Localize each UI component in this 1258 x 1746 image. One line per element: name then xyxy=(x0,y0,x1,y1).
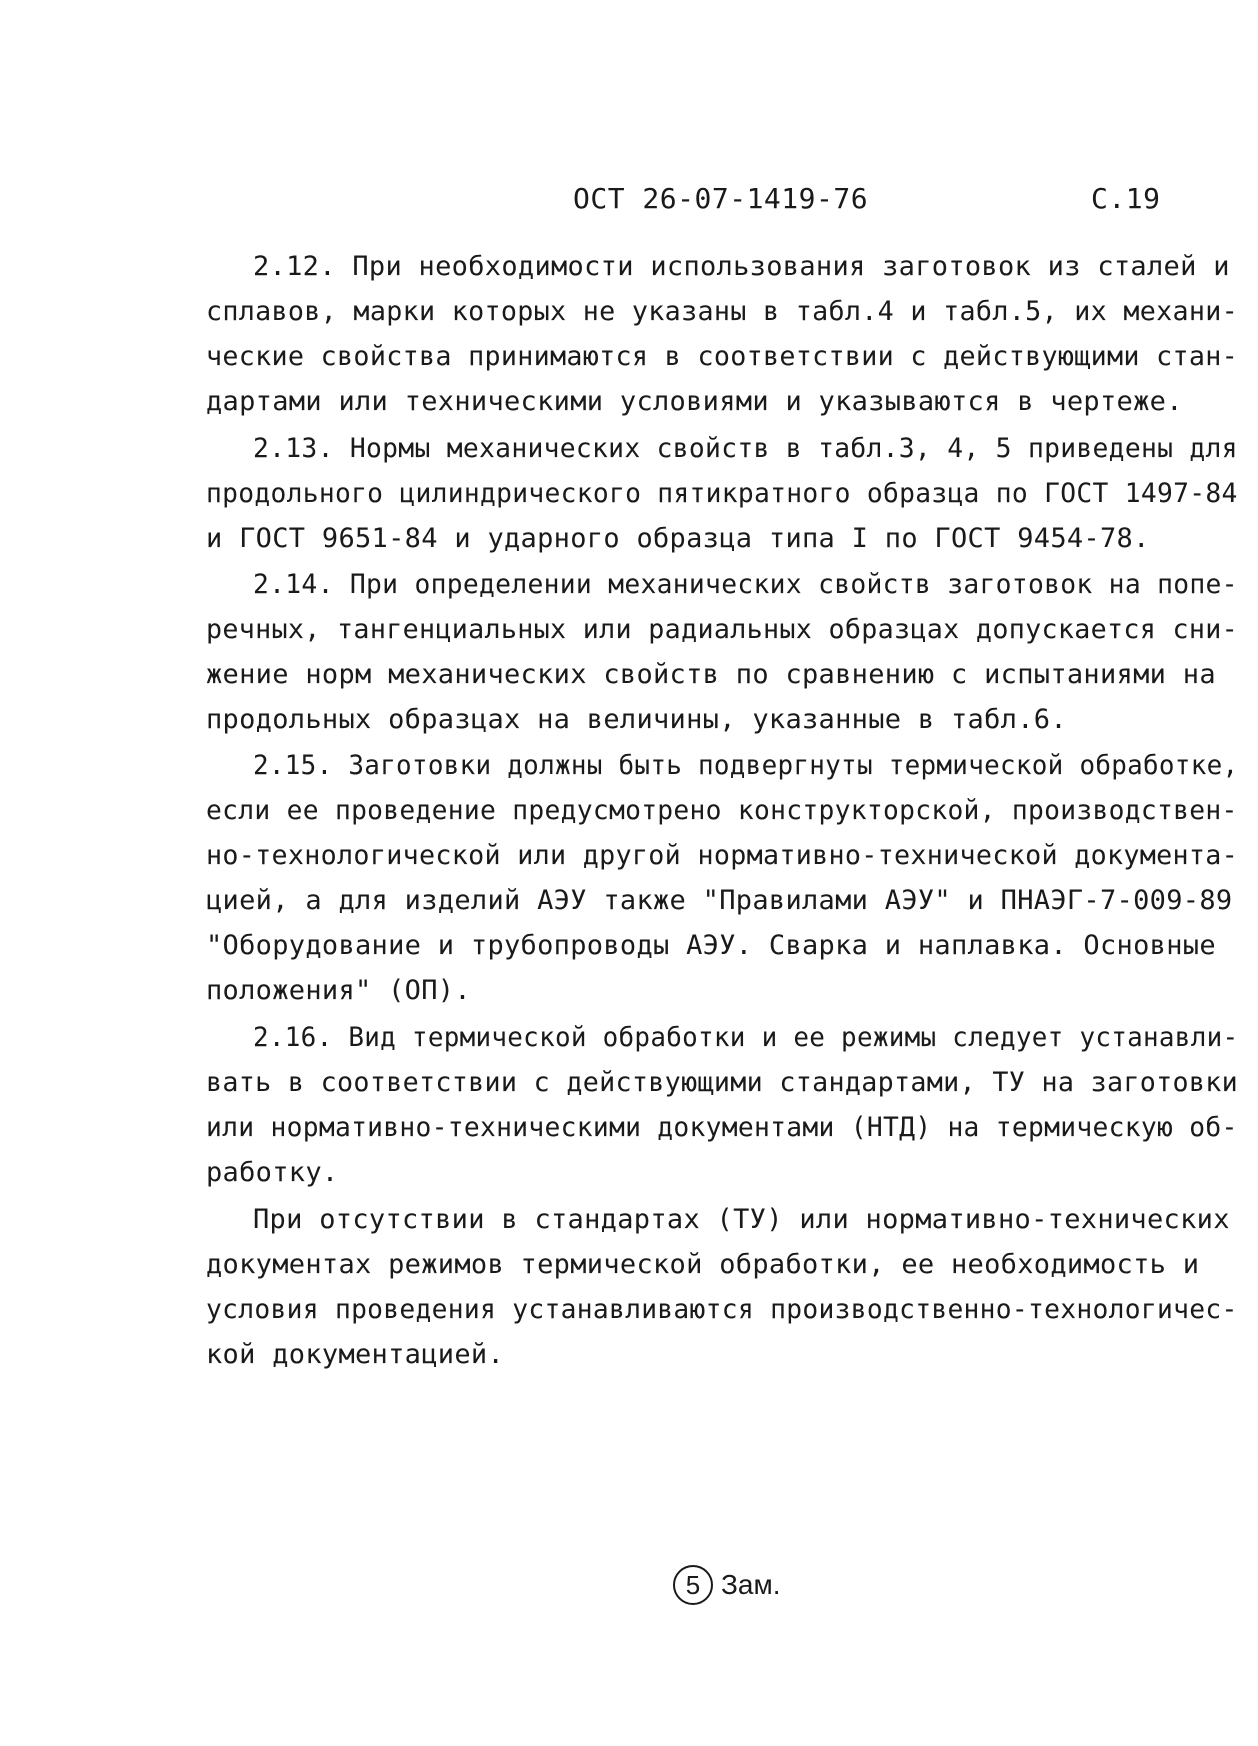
paragraph-2-16-line: 2.16. Вид термической обработки и ее режимы следует устанавли- xyxy=(253,1022,1239,1053)
paragraph-note-line: кой документацией. xyxy=(206,1339,504,1370)
change-number-badge: 5 xyxy=(673,1565,713,1605)
paragraph-2-15-line: 2.15. Заготовки должны быть подвергнуты термической обработке, xyxy=(253,750,1239,781)
paragraph-note-line: При отсутствии в стандартах (ТУ) или нормативно-технических xyxy=(253,1204,1230,1235)
paragraph-2-15-line: положения" (ОП). xyxy=(206,975,471,1006)
paragraph-2-14-line: продольных образцах на величины, указанные в табл.6. xyxy=(206,704,1067,735)
paragraph-2-14-line: речных, тангенциальных или радиальных образцах допускается сни- xyxy=(206,614,1239,645)
paragraph-2-15-line: цией, а для изделий АЭУ также "Правилами АЭУ" и ПНАЭГ-7-009-89 xyxy=(206,885,1233,916)
change-label: Зам. xyxy=(721,1569,781,1600)
paragraph-2-12-line: дартами или техническими условиями и указываются в чертеже. xyxy=(206,386,1183,417)
page-number: С.19 xyxy=(1091,182,1161,215)
paragraph-2-16-line: или нормативно-техническими документами (НТД) на термическую об- xyxy=(206,1112,1238,1143)
paragraph-note-line: условия проведения устанавливаются производственно-технологичес- xyxy=(206,1294,1238,1325)
paragraph-2-13-line: продольного цилиндрического пятикратного образца по ГОСТ 1497-84 xyxy=(206,478,1238,509)
document-code: ОСТ 26-07-1419-76 xyxy=(573,182,869,215)
paragraph-2-16-line: вать в соответствии с действующими стандартами, ТУ на заготовки xyxy=(206,1067,1239,1098)
paragraph-2-15-line: "Оборудование и трубопроводы АЭУ. Сварка и наплавка. Основные xyxy=(206,930,1216,961)
paragraph-2-12-line: сплавов, марки которых не указаны в табл.4 и табл.5, их механи- xyxy=(206,296,1239,327)
paragraph-2-12-line: 2.12. При необходимости использования заготовок из сталей и xyxy=(253,251,1230,282)
page-header xyxy=(0,182,1258,222)
paragraph-2-14-line: жение норм механических свойств по сравнению с испытаниями на xyxy=(206,659,1216,690)
paragraph-2-15-line: если ее проведение предусмотрено конструкторской, производствен- xyxy=(206,795,1238,826)
paragraph-2-13-line: и ГОСТ 9651-84 и ударного образца типа I по ГОСТ 9454-78. xyxy=(206,523,1150,554)
paragraph-2-12-line: ческие свойства принимаются в соответствии с действующими стан- xyxy=(206,341,1239,372)
paragraph-2-13-line: 2.13. Нормы механических свойств в табл.3, 4, 5 приведены для xyxy=(253,433,1238,464)
paragraph-2-16-line: работку. xyxy=(206,1157,339,1188)
paragraph-2-14-line: 2.14. При определении механических свойств заготовок на попе- xyxy=(253,569,1238,600)
change-mark xyxy=(673,1562,781,1608)
paragraph-note-line: документах режимов термической обработки, ее необходимость и xyxy=(206,1249,1200,1280)
paragraph-2-15-line: но-технологической или другой нормативно-технической документа- xyxy=(206,840,1239,871)
